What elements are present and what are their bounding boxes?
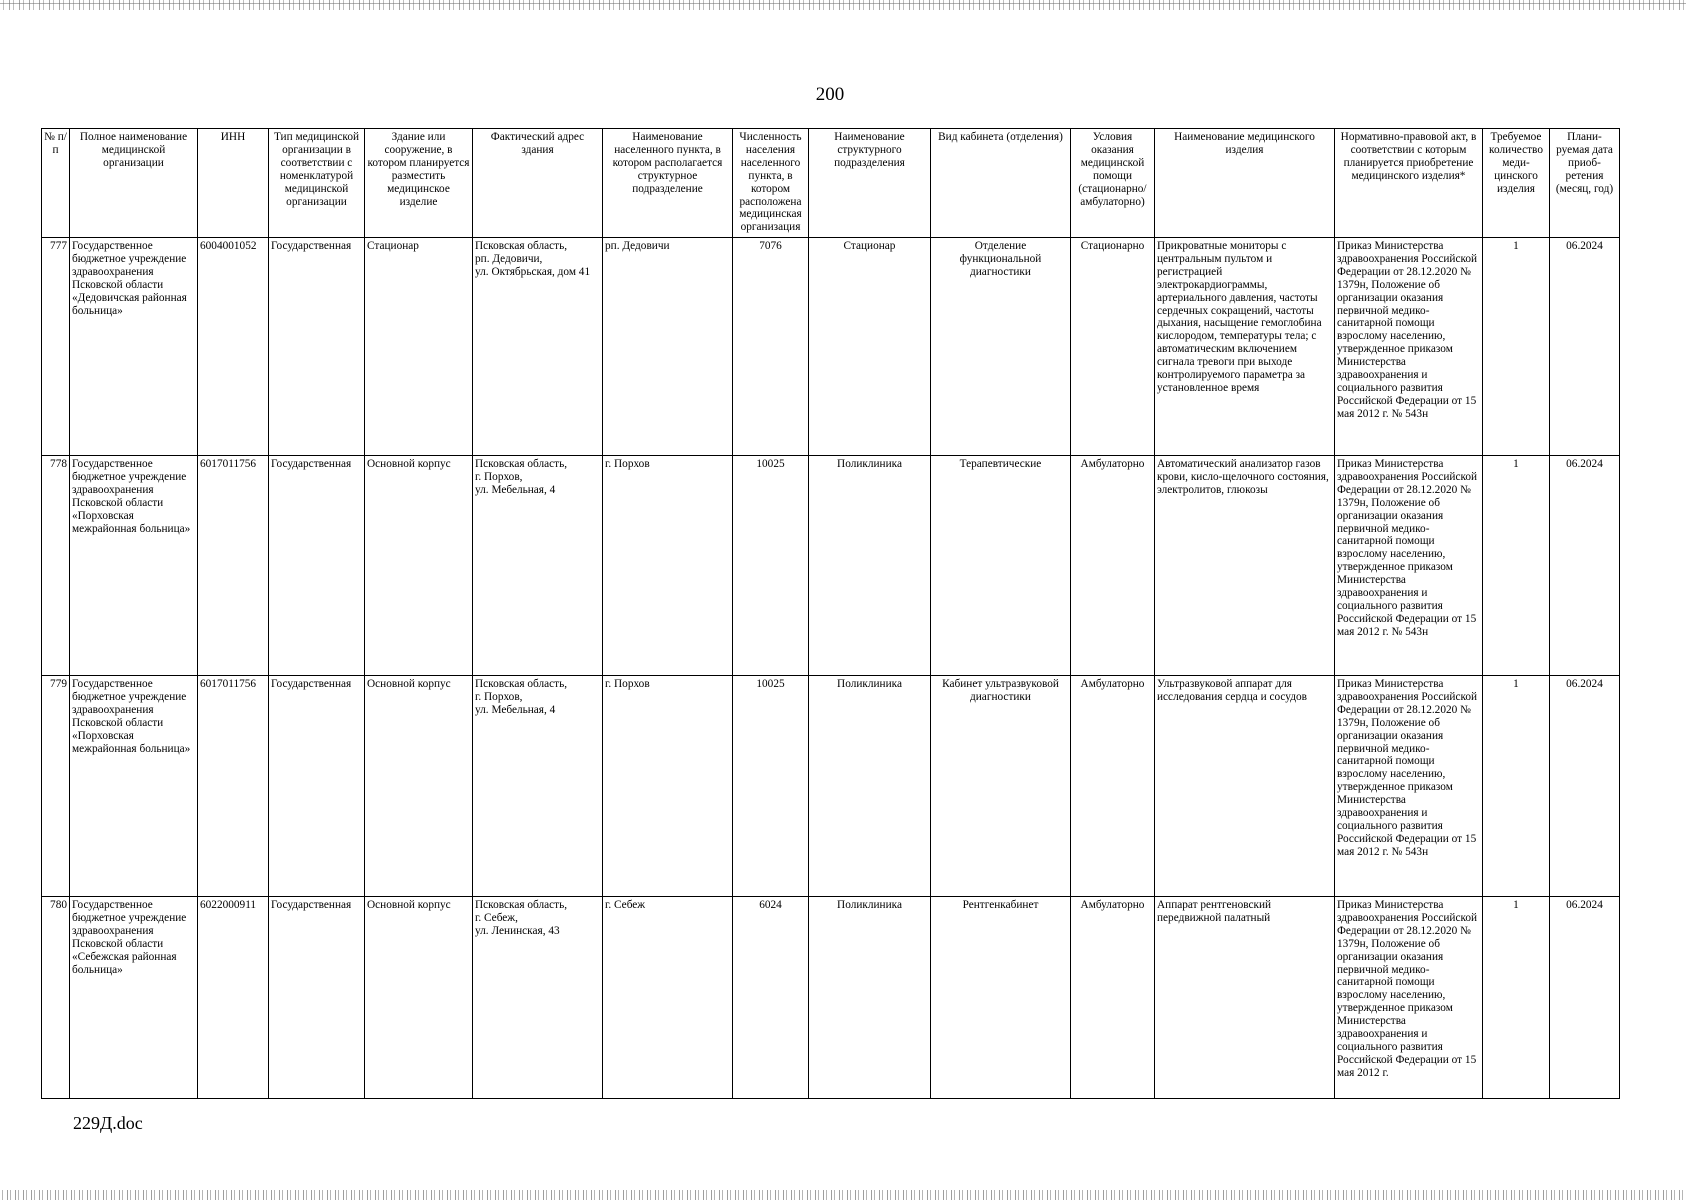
cell-type: Государственная	[269, 456, 365, 676]
cell-org: Государственное бюджетное учреждение здравоохранения Псковской области «Порховская межрайонная больница»	[70, 456, 198, 676]
cell-conditions: Амбулаторно	[1071, 676, 1155, 897]
cell-locality: г. Порхов	[603, 676, 733, 897]
cell-conditions: Амбулаторно	[1071, 456, 1155, 676]
cell-population: 10025	[733, 676, 809, 897]
cell-type: Государственная	[269, 897, 365, 1099]
scan-edge-bottom	[0, 1190, 1686, 1200]
cell-address: Псковская область, рп. Дедовичи, ул. Октябрьская, дом 41	[473, 238, 603, 456]
cell-num: 777	[42, 238, 70, 456]
cell-population: 7076	[733, 238, 809, 456]
cell-org: Государственное бюджетное учреждение здравоохранения Псковской области «Порховская межрайонная больница»	[70, 676, 198, 897]
cell-date: 06.2024	[1550, 238, 1620, 456]
cell-inn: 6017011756	[198, 456, 269, 676]
scan-line-top	[0, 3, 1686, 4]
cell-unit: Поликлиника	[809, 456, 931, 676]
cell-population: 10025	[733, 456, 809, 676]
header-device: Наименование медицинского изделия	[1155, 129, 1335, 238]
cell-inn: 6017011756	[198, 676, 269, 897]
cell-num: 780	[42, 897, 70, 1099]
cell-act: Приказ Министерства здравоохранения Российской Федерации от 28.12.2020 № 1379н, Положение об организации оказания первичной медико-санитарной помощи взрослому населению, утвержденное приказом Министерства здравоохранения и социального развития Российской Федерации от 15 мая 2012 г. № 543н	[1335, 456, 1483, 676]
cell-date: 06.2024	[1550, 676, 1620, 897]
cell-conditions: Амбулаторно	[1071, 897, 1155, 1099]
cell-cabinet: Рентгенкабинет	[931, 897, 1071, 1099]
cell-qty: 1	[1483, 897, 1550, 1099]
cell-num: 778	[42, 456, 70, 676]
cell-building: Основной корпус	[365, 456, 473, 676]
cell-cabinet: Отделение функциональной диагностики	[931, 238, 1071, 456]
cell-device: Аппарат рентгеновский передвижной палатный	[1155, 897, 1335, 1099]
cell-act: Приказ Министерства здравоохранения Российской Федерации от 28.12.2020 № 1379н, Положение об организации оказания первичной медико-санитарной помощи взрослому населению, утвержденное приказом Министерства здравоохранения и социального развития Российской Федерации от 15 мая 2012 г.	[1335, 897, 1483, 1099]
header-num: № п/п	[42, 129, 70, 238]
header-inn: ИНН	[198, 129, 269, 238]
table-row	[42, 676, 1620, 897]
header-cabinet: Вид кабинета (отделения)	[931, 129, 1071, 238]
header-population: Численность населения населенного пункта, в котором расположена медицинская организация	[733, 129, 809, 238]
cell-act: Приказ Министерства здравоохранения Российской Федерации от 28.12.2020 № 1379н, Положение об организации оказания первичной медико-санитарной помощи взрослому населению, утвержденное приказом Министерства здравоохранения и социального развития Российской Федерации от 15 мая 2012 г. № 543н	[1335, 238, 1483, 456]
table-header-row	[42, 129, 1620, 238]
header-locality: Наименование населенного пункта, в котором располагается структурное подразделение	[603, 129, 733, 238]
cell-qty: 1	[1483, 238, 1550, 456]
table-row	[42, 897, 1620, 1099]
header-date: Плани-руемая дата приоб-ретения (месяц, год)	[1550, 129, 1620, 238]
cell-population: 6024	[733, 897, 809, 1099]
cell-cabinet: Кабинет ультразвуковой диагностики	[931, 676, 1071, 897]
cell-date: 06.2024	[1550, 897, 1620, 1099]
cell-device: Прикроватные мониторы с центральным пультом и регистрацией электрокардиограммы, артериального давления, частоты сердечных сокращений, частоты дыхания, насыщение гемоглобина кислородом, температуры тела; с автоматическим включением сигнала тревоги при выходе контролируемого параметра за установленное время	[1155, 238, 1335, 456]
cell-device: Ультразвуковой аппарат для исследования сердца и сосудов	[1155, 676, 1335, 897]
table-row	[42, 238, 1620, 456]
cell-locality: рп. Дедовичи	[603, 238, 733, 456]
cell-unit: Поликлиника	[809, 676, 931, 897]
cell-inn: 6004001052	[198, 238, 269, 456]
header-org: Полное наименование медицинской организации	[70, 129, 198, 238]
cell-type: Государственная	[269, 676, 365, 897]
header-address: Фактический адрес здания	[473, 129, 603, 238]
cell-device: Автоматический анализатор газов крови, кисло-щелочного состояния, электролитов, глюкозы	[1155, 456, 1335, 676]
page-number: 200	[815, 84, 845, 105]
cell-address: Псковская область, г. Себеж, ул. Ленинская, 43	[473, 897, 603, 1099]
cell-address: Псковская область, г. Порхов, ул. Мебельная, 4	[473, 456, 603, 676]
header-conditions: Условия оказания медицинской помощи (стационарно/ амбулаторно)	[1071, 129, 1155, 238]
cell-address: Псковская область, г. Порхов, ул. Мебельная, 4	[473, 676, 603, 897]
cell-act: Приказ Министерства здравоохранения Российской Федерации от 28.12.2020 № 1379н, Положение об организации оказания первичной медико-санитарной помощи взрослому населению, утвержденное приказом Министерства здравоохранения и социального развития Российской Федерации от 15 мая 2012 г. № 543н	[1335, 676, 1483, 897]
cell-conditions: Стационарно	[1071, 238, 1155, 456]
cell-cabinet: Терапевтические	[931, 456, 1071, 676]
file-name-label: 229Д.doc	[73, 1113, 143, 1133]
medical-devices-table	[41, 128, 1620, 1099]
cell-building: Основной корпус	[365, 676, 473, 897]
cell-building: Основной корпус	[365, 897, 473, 1099]
header-unit: Наименование структурного подразделения	[809, 129, 931, 238]
header-qty: Требуемое количество меди-цинского изделия	[1483, 129, 1550, 238]
cell-qty: 1	[1483, 456, 1550, 676]
cell-org: Государственное бюджетное учреждение здравоохранения Псковской области «Дедовичская районная больница»	[70, 238, 198, 456]
cell-building: Стационар	[365, 238, 473, 456]
header-type: Тип медицинской организации в соответствии с номенклатурой медицинской организации	[269, 129, 365, 238]
cell-locality: г. Себеж	[603, 897, 733, 1099]
cell-unit: Стационар	[809, 238, 931, 456]
table-row	[42, 456, 1620, 676]
header-act: Нормативно-правовой акт, в соответствии с которым планируется приобретение медицинского изделия*	[1335, 129, 1483, 238]
cell-locality: г. Порхов	[603, 456, 733, 676]
cell-date: 06.2024	[1550, 456, 1620, 676]
cell-unit: Поликлиника	[809, 897, 931, 1099]
cell-org: Государственное бюджетное учреждение здравоохранения Псковской области «Себежская районная больница»	[70, 897, 198, 1099]
cell-type: Государственная	[269, 238, 365, 456]
cell-num: 779	[42, 676, 70, 897]
scan-edge-top	[0, 0, 1686, 10]
cell-inn: 6022000911	[198, 897, 269, 1099]
header-building: Здание или сооружение, в котором планируется разместить медицинское изделие	[365, 129, 473, 238]
cell-qty: 1	[1483, 676, 1550, 897]
